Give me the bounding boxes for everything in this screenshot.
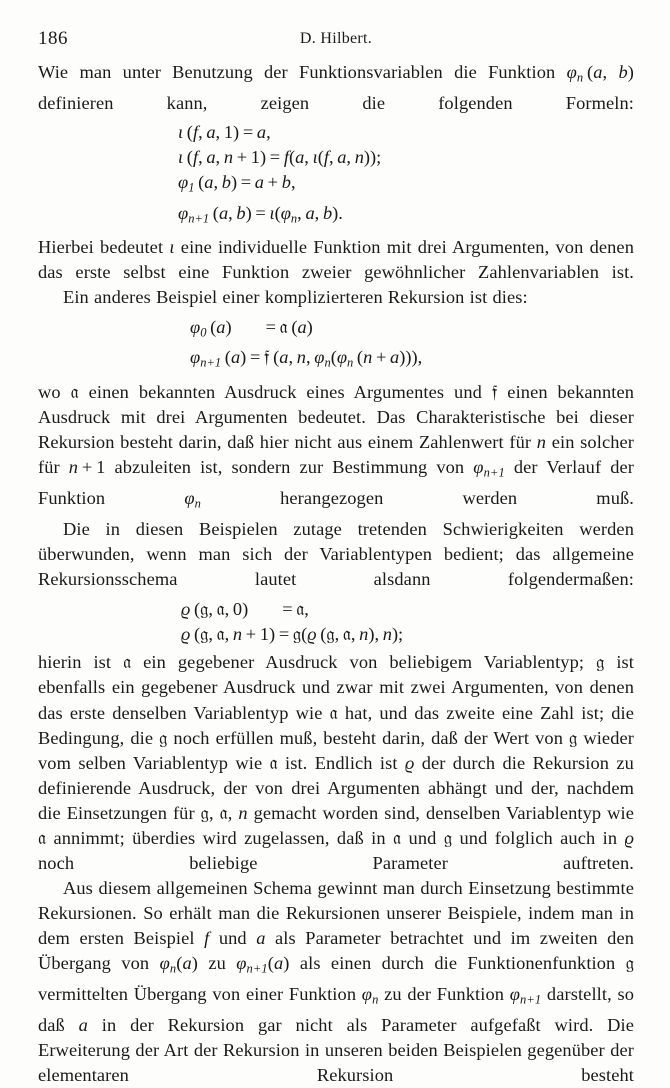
formula-line: ι (f, a, n + 1) = f(a, ι(f, a, n));	[178, 146, 382, 167]
page-header	[38, 28, 634, 52]
paragraph-4-text: wo 𝔞 einen bekannten Ausdruck eines Argumentes und 𝔣 einen bekannten Ausdruck mit drei Argumenten bedeutet. Das Charakteristische bei dieser Rekursion besteht darin, daß hier nicht aus einem Zahlenwert für n ein solcher für n + 1 abzuleiten ist, sondern zur Bestimmung von $\varphi_{n+1}$ der Verlauf der Funktion $\varphi_n$ herangezogen werden muß.	[38, 382, 635, 511]
running-title: D. Hilbert.	[299, 30, 373, 47]
formula-line: $\varphi_1$ (a, b) = a + b,	[178, 172, 296, 195]
paragraph-7-text: Aus diesem allgemeinen Schema gewinnt man durch Einsetzung bestimmte Rekursionen. So erhält man die Rekursionen unserer Beispiele, indem man in dem ersten Beispiel f und a als Parameter betrachtet und im zweiten den Übergang von $\varphi_n(a)$ zu $\varphi_{n+1}(a)$ als einen durch die Funktionenfunktion 𝔤 vermittelten Übergang von einer Funktion $\varphi_n$ zu der Funktion $\varphi_{n+1}$ darstellt, so daß a in der Rekursion gar nicht als Parameter aufgefaßt wird. Die Erweiterung der Art der Rekursion in unseren beiden Beispielen gegenüber der elementaren Rekursion besteht	[38, 878, 635, 1085]
page-body	[38, 60, 634, 1088]
paragraph-1	[38, 60, 634, 116]
paragraph-3	[38, 285, 634, 310]
formula-line: $\varphi_0$ (a) = 𝔞 (a)	[190, 316, 313, 340]
paragraph-4	[38, 380, 634, 516]
formula-block-1	[38, 120, 634, 232]
paragraph-6-text: hierin ist 𝔞 ein gegebener Ausdruck von beliebigem Variablentyp; 𝔤 ist ebenfalls ein gegebener Ausdruck und zwar mit zwei Argumenten, von denen das erste denselben Variablentyp wie 𝔞 hat, und das zweite eine Zahl ist; die Bedingung, die 𝔤 noch erfüllen muß, besteht darin, daß der Wert von 𝔤 wieder vom selben Variablentyp wie 𝔞 ist. Endlich ist ϱ der durch die Rekursion zu definierende Ausdruck, der von drei Argumenten abhängt und der, nachdem die Einsetzungen für 𝔤, 𝔞, n gemacht worden sind, denselben Variablentyp wie 𝔞 annimmt; überdies wird zugelassen, daß in 𝔞 und 𝔤 und folglich auch in ϱ noch beliebige Parameter auftreten.	[38, 652, 635, 874]
formula-block-3	[38, 597, 634, 647]
paragraph-6	[38, 650, 634, 876]
paragraph-7	[38, 876, 634, 1088]
paragraph-2-text: Hierbei bedeutet ι eine individuelle Funktion mit drei Argumenten, von denen das erste selbst eine Funktion zweier gewöhnlicher Zahlenvariablen ist.	[38, 236, 634, 282]
formula-line: $\varphi_{n+1}$ (a, $b) = \iota(\varphi_n$, a, b).	[178, 202, 343, 226]
formula-block-2	[38, 315, 634, 376]
formula-line: ι (f, a, 1) = a,	[178, 121, 271, 142]
paragraph-5	[38, 517, 634, 592]
paragraph-5-text: Die in diesen Beispielen zutage tretenden Schwierigkeiten werden überwunden, wenn man sich der Variablentypen bedient; das allgemeine Rekursionsschema lautet alsdann folgendermaßen:	[38, 518, 634, 589]
paragraph-1-text: Wie man unter Benutzung der Funktionsvariablen die Funktion $\varphi_n$ (a, b) definieren kann, zeigen die folgenden Formeln:	[38, 62, 634, 113]
formula-line: $\varphi_{n+1}$ (a) = 𝔣 (a, n, $\varphi_n(\varphi_n$ (n + a))),	[190, 347, 423, 370]
formula-line: ϱ (𝔤, 𝔞, 0) = 𝔞,	[181, 598, 309, 620]
formula-line: ϱ (𝔤, 𝔞, n + 1) = 𝔤(ϱ (𝔤, 𝔞, n), n);	[181, 624, 404, 646]
paragraph-2	[38, 235, 634, 285]
paragraph-3-text: Ein anderes Beispiel einer komplizierteren Rekursion ist dies:	[63, 286, 528, 307]
page-number: 186	[38, 28, 68, 49]
